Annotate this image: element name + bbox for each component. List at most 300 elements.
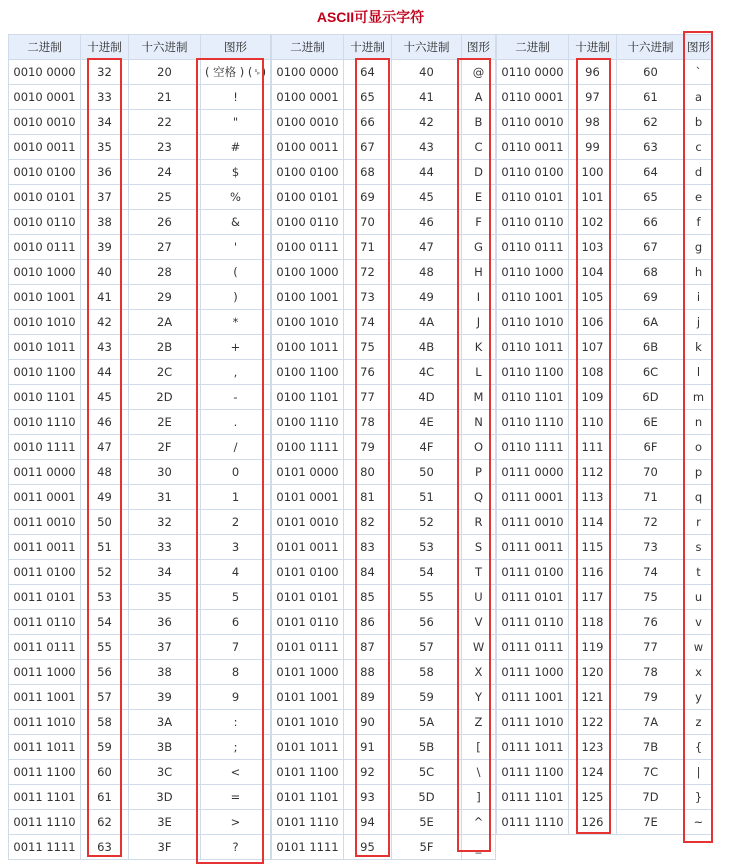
- decimal-cell: 32: [81, 60, 129, 85]
- binary-cell: 0110 1110: [497, 410, 569, 435]
- table-row: [9, 685, 271, 710]
- glyph-cell: {: [685, 735, 713, 760]
- decimal-cell: 94: [344, 810, 392, 835]
- hex-cell: 20: [129, 60, 201, 85]
- binary-cell: 0111 1101: [497, 785, 569, 810]
- table-row: [9, 435, 271, 460]
- decimal-cell: 122: [569, 710, 617, 735]
- table-row: [9, 335, 271, 360]
- decimal-cell: 96: [569, 60, 617, 85]
- glyph-cell: `: [685, 60, 713, 85]
- hex-cell: 75: [617, 585, 685, 610]
- hex-cell: 64: [617, 160, 685, 185]
- glyph-cell: V: [462, 610, 496, 635]
- decimal-cell: 54: [81, 610, 129, 635]
- table-row: [272, 735, 496, 760]
- decimal-cell: 34: [81, 110, 129, 135]
- glyph-cell: ^: [462, 810, 496, 835]
- decimal-cell: 83: [344, 535, 392, 560]
- hex-cell: 25: [129, 185, 201, 210]
- decimal-cell: 65: [344, 85, 392, 110]
- hex-cell: 2B: [129, 335, 201, 360]
- decimal-cell: 118: [569, 610, 617, 635]
- header-glyph: 图形: [201, 35, 271, 60]
- table-row: [497, 485, 713, 510]
- hex-cell: 66: [617, 210, 685, 235]
- hex-cell: 68: [617, 260, 685, 285]
- table-row: [497, 235, 713, 260]
- decimal-cell: 55: [81, 635, 129, 660]
- hex-cell: 44: [392, 160, 462, 185]
- glyph-cell: K: [462, 335, 496, 360]
- glyph-cell: p: [685, 460, 713, 485]
- hex-cell: 71: [617, 485, 685, 510]
- decimal-cell: 70: [344, 210, 392, 235]
- binary-cell: 0111 0010: [497, 510, 569, 535]
- glyph-cell: :: [201, 710, 271, 735]
- binary-cell: 0101 0000: [272, 460, 344, 485]
- decimal-cell: 73: [344, 285, 392, 310]
- table-row: [497, 610, 713, 635]
- glyph-cell: *: [201, 310, 271, 335]
- glyph-cell: o: [685, 435, 713, 460]
- table-row: [497, 685, 713, 710]
- table-row: [272, 535, 496, 560]
- decimal-cell: 123: [569, 735, 617, 760]
- binary-cell: 0101 1000: [272, 660, 344, 685]
- decimal-cell: 77: [344, 385, 392, 410]
- decimal-cell: 61: [81, 785, 129, 810]
- decimal-cell: 49: [81, 485, 129, 510]
- hex-cell: 69: [617, 285, 685, 310]
- table-row: [9, 785, 271, 810]
- hex-cell: 79: [617, 685, 685, 710]
- table-row: [497, 435, 713, 460]
- binary-cell: 0111 0011: [497, 535, 569, 560]
- glyph-cell: n: [685, 410, 713, 435]
- decimal-cell: 99: [569, 135, 617, 160]
- binary-cell: 0110 1000: [497, 260, 569, 285]
- binary-cell: 0101 0101: [272, 585, 344, 610]
- decimal-cell: 69: [344, 185, 392, 210]
- header-hex: 十六进制: [617, 35, 685, 60]
- hex-cell: 4F: [392, 435, 462, 460]
- table-row: [9, 735, 271, 760]
- hex-cell: 3A: [129, 710, 201, 735]
- glyph-cell: Z: [462, 710, 496, 735]
- glyph-cell: R: [462, 510, 496, 535]
- glyph-cell: |: [685, 760, 713, 785]
- hex-cell: 27: [129, 235, 201, 260]
- hex-cell: 42: [392, 110, 462, 135]
- hex-cell: 39: [129, 685, 201, 710]
- decimal-cell: 51: [81, 535, 129, 560]
- glyph-cell: Q: [462, 485, 496, 510]
- glyph-cell: ": [201, 110, 271, 135]
- binary-cell: 0111 0101: [497, 585, 569, 610]
- hex-cell: 58: [392, 660, 462, 685]
- table-row: [272, 760, 496, 785]
- header-hex: 十六进制: [129, 35, 201, 60]
- decimal-cell: 38: [81, 210, 129, 235]
- binary-cell: 0111 1010: [497, 710, 569, 735]
- binary-cell: 0011 1010: [9, 710, 81, 735]
- hex-cell: 5B: [392, 735, 462, 760]
- glyph-cell: c: [685, 135, 713, 160]
- binary-cell: 0010 0010: [9, 110, 81, 135]
- table-header-row: [272, 35, 496, 60]
- table-row: [272, 335, 496, 360]
- decimal-cell: 91: [344, 735, 392, 760]
- hex-cell: 2F: [129, 435, 201, 460]
- hex-cell: 74: [617, 560, 685, 585]
- decimal-cell: 88: [344, 660, 392, 685]
- binary-cell: 0100 1001: [272, 285, 344, 310]
- hex-cell: 3B: [129, 735, 201, 760]
- table-row: [497, 360, 713, 385]
- hex-cell: 29: [129, 285, 201, 310]
- hex-cell: 31: [129, 485, 201, 510]
- glyph-cell: z: [685, 710, 713, 735]
- decimal-cell: 52: [81, 560, 129, 585]
- table-row: [272, 110, 496, 135]
- glyph-cell: ]: [462, 785, 496, 810]
- decimal-cell: 104: [569, 260, 617, 285]
- glyph-cell: A: [462, 85, 496, 110]
- table-row: [9, 810, 271, 835]
- binary-cell: 0011 0010: [9, 510, 81, 535]
- binary-cell: 0101 1001: [272, 685, 344, 710]
- binary-cell: 0100 1011: [272, 335, 344, 360]
- glyph-cell: k: [685, 335, 713, 360]
- hex-cell: 2C: [129, 360, 201, 385]
- table-row: [497, 110, 713, 135]
- binary-cell: 0010 0000: [9, 60, 81, 85]
- binary-cell: 0110 0111: [497, 235, 569, 260]
- hex-cell: 7B: [617, 735, 685, 760]
- hex-cell: 2A: [129, 310, 201, 335]
- decimal-cell: 119: [569, 635, 617, 660]
- glyph-cell: L: [462, 360, 496, 385]
- glyph-cell: g: [685, 235, 713, 260]
- glyph-cell: X: [462, 660, 496, 685]
- glyph-cell: H: [462, 260, 496, 285]
- hex-cell: 43: [392, 135, 462, 160]
- table-row: [272, 710, 496, 735]
- binary-cell: 0110 0001: [497, 85, 569, 110]
- hex-cell: 41: [392, 85, 462, 110]
- hex-cell: 72: [617, 510, 685, 535]
- hex-cell: 78: [617, 660, 685, 685]
- decimal-cell: 50: [81, 510, 129, 535]
- table-row: [272, 135, 496, 160]
- glyph-cell: w: [685, 635, 713, 660]
- table-row: [272, 610, 496, 635]
- binary-cell: 0100 1110: [272, 410, 344, 435]
- decimal-cell: 113: [569, 485, 617, 510]
- table-row: [9, 135, 271, 160]
- binary-cell: 0100 1100: [272, 360, 344, 385]
- hex-cell: 60: [617, 60, 685, 85]
- header-binary: 二进制: [497, 35, 569, 60]
- hex-cell: 34: [129, 560, 201, 585]
- glyph-cell: f: [685, 210, 713, 235]
- table-row: [9, 610, 271, 635]
- table-row: [9, 485, 271, 510]
- glyph-cell: q: [685, 485, 713, 510]
- glyph-cell: e: [685, 185, 713, 210]
- hex-cell: 54: [392, 560, 462, 585]
- glyph-cell: s: [685, 535, 713, 560]
- binary-cell: 0110 1010: [497, 310, 569, 335]
- decimal-cell: 58: [81, 710, 129, 735]
- decimal-cell: 117: [569, 585, 617, 610]
- glyph-cell: b: [685, 110, 713, 135]
- decimal-cell: 64: [344, 60, 392, 85]
- table-header-row: [9, 35, 271, 60]
- glyph-cell: 0: [201, 460, 271, 485]
- decimal-cell: 97: [569, 85, 617, 110]
- table-row: [272, 435, 496, 460]
- table-row: [272, 385, 496, 410]
- binary-cell: 0010 0011: [9, 135, 81, 160]
- header-binary: 二进制: [272, 35, 344, 60]
- decimal-cell: 48: [81, 460, 129, 485]
- decimal-cell: 45: [81, 385, 129, 410]
- glyph-cell: }: [685, 785, 713, 810]
- table-row: [272, 810, 496, 835]
- hex-cell: 53: [392, 535, 462, 560]
- binary-cell: 0110 0100: [497, 160, 569, 185]
- decimal-cell: 53: [81, 585, 129, 610]
- binary-cell: 0101 0001: [272, 485, 344, 510]
- glyph-cell: m: [685, 385, 713, 410]
- binary-cell: 0111 1000: [497, 660, 569, 685]
- decimal-cell: 37: [81, 185, 129, 210]
- decimal-cell: 44: [81, 360, 129, 385]
- glyph-cell: D: [462, 160, 496, 185]
- binary-cell: 0010 0101: [9, 185, 81, 210]
- decimal-cell: 112: [569, 460, 617, 485]
- binary-cell: 0010 1100: [9, 360, 81, 385]
- table-row: [272, 635, 496, 660]
- glyph-cell: ( 空格 ) (␠): [201, 60, 271, 85]
- table-row: [9, 460, 271, 485]
- hex-cell: 70: [617, 460, 685, 485]
- table-row: [272, 560, 496, 585]
- decimal-cell: 78: [344, 410, 392, 435]
- decimal-cell: 93: [344, 785, 392, 810]
- binary-cell: 0100 0000: [272, 60, 344, 85]
- hex-cell: 22: [129, 110, 201, 135]
- table-row: [497, 385, 713, 410]
- table-row: [272, 285, 496, 310]
- glyph-cell: d: [685, 160, 713, 185]
- binary-cell: 0110 1101: [497, 385, 569, 410]
- table-row: [9, 760, 271, 785]
- table-row: [9, 310, 271, 335]
- glyph-cell: i: [685, 285, 713, 310]
- hex-cell: 4B: [392, 335, 462, 360]
- binary-cell: 0101 1100: [272, 760, 344, 785]
- binary-cell: 0011 1011: [9, 735, 81, 760]
- hex-cell: 57: [392, 635, 462, 660]
- decimal-cell: 84: [344, 560, 392, 585]
- binary-cell: 0111 0110: [497, 610, 569, 635]
- table-row: [9, 560, 271, 585]
- glyph-cell: G: [462, 235, 496, 260]
- glyph-cell: M: [462, 385, 496, 410]
- table-row: [272, 85, 496, 110]
- hex-cell: 4C: [392, 360, 462, 385]
- hex-cell: 76: [617, 610, 685, 635]
- table-row: [9, 285, 271, 310]
- decimal-cell: 115: [569, 535, 617, 560]
- hex-cell: 6F: [617, 435, 685, 460]
- binary-cell: 0110 0101: [497, 185, 569, 210]
- header-hex: 十六进制: [392, 35, 462, 60]
- hex-cell: 50: [392, 460, 462, 485]
- binary-cell: 0011 1001: [9, 685, 81, 710]
- binary-cell: 0101 0110: [272, 610, 344, 635]
- table-row: [9, 385, 271, 410]
- glyph-cell: !: [201, 85, 271, 110]
- binary-cell: 0101 1111: [272, 835, 344, 860]
- decimal-cell: 89: [344, 685, 392, 710]
- binary-cell: 0010 1001: [9, 285, 81, 310]
- hex-cell: 52: [392, 510, 462, 535]
- binary-cell: 0110 0110: [497, 210, 569, 235]
- decimal-cell: 95: [344, 835, 392, 860]
- hex-cell: 36: [129, 610, 201, 635]
- decimal-cell: 125: [569, 785, 617, 810]
- glyph-cell: .: [201, 410, 271, 435]
- glyph-cell: a: [685, 85, 713, 110]
- decimal-cell: 92: [344, 760, 392, 785]
- glyph-cell: 3: [201, 535, 271, 560]
- decimal-cell: 76: [344, 360, 392, 385]
- decimal-cell: 59: [81, 735, 129, 760]
- hex-cell: 46: [392, 210, 462, 235]
- glyph-cell: 2: [201, 510, 271, 535]
- decimal-cell: 109: [569, 385, 617, 410]
- hex-cell: 6A: [617, 310, 685, 335]
- decimal-cell: 33: [81, 85, 129, 110]
- table-row: [9, 835, 271, 860]
- hex-cell: 5E: [392, 810, 462, 835]
- table-row: [9, 60, 271, 85]
- binary-cell: 0010 1010: [9, 310, 81, 335]
- glyph-cell: ,: [201, 360, 271, 385]
- glyph-cell: 1: [201, 485, 271, 510]
- table-row: [9, 410, 271, 435]
- table-row: [9, 510, 271, 535]
- table-row: [9, 660, 271, 685]
- table-row: [272, 160, 496, 185]
- decimal-cell: 56: [81, 660, 129, 685]
- binary-cell: 0101 0111: [272, 635, 344, 660]
- binary-cell: 0010 1000: [9, 260, 81, 285]
- table-row: [497, 735, 713, 760]
- hex-cell: 55: [392, 585, 462, 610]
- binary-cell: 0010 0111: [9, 235, 81, 260]
- binary-cell: 0101 0100: [272, 560, 344, 585]
- glyph-cell: _: [462, 835, 496, 860]
- glyph-cell: /: [201, 435, 271, 460]
- table-row: [272, 685, 496, 710]
- glyph-cell: P: [462, 460, 496, 485]
- glyph-cell: v: [685, 610, 713, 635]
- decimal-cell: 39: [81, 235, 129, 260]
- hex-cell: 65: [617, 185, 685, 210]
- table-row: [497, 810, 713, 835]
- binary-cell: 0010 1111: [9, 435, 81, 460]
- table-row: [497, 60, 713, 85]
- glyph-cell: >: [201, 810, 271, 835]
- glyph-cell: %: [201, 185, 271, 210]
- decimal-cell: 68: [344, 160, 392, 185]
- decimal-cell: 102: [569, 210, 617, 235]
- hex-cell: 30: [129, 460, 201, 485]
- header-decimal: 十进制: [569, 35, 617, 60]
- decimal-cell: 46: [81, 410, 129, 435]
- hex-cell: 24: [129, 160, 201, 185]
- decimal-cell: 121: [569, 685, 617, 710]
- decimal-cell: 111: [569, 435, 617, 460]
- glyph-cell: r: [685, 510, 713, 535]
- table-row: [497, 260, 713, 285]
- page-title: ASCII可显示字符: [316, 9, 425, 25]
- binary-cell: 0011 1101: [9, 785, 81, 810]
- binary-cell: 0011 0110: [9, 610, 81, 635]
- glyph-cell: 5: [201, 585, 271, 610]
- glyph-cell: 6: [201, 610, 271, 635]
- table-row: [9, 360, 271, 385]
- binary-cell: 0100 0101: [272, 185, 344, 210]
- decimal-cell: 107: [569, 335, 617, 360]
- decimal-cell: 108: [569, 360, 617, 385]
- decimal-cell: 62: [81, 810, 129, 835]
- header-glyph: 图形: [685, 35, 713, 60]
- glyph-cell: N: [462, 410, 496, 435]
- binary-cell: 0010 1110: [9, 410, 81, 435]
- table-row: [497, 785, 713, 810]
- decimal-cell: 103: [569, 235, 617, 260]
- glyph-cell: &: [201, 210, 271, 235]
- table-row: [497, 560, 713, 585]
- binary-cell: 0011 0001: [9, 485, 81, 510]
- table-row: [9, 110, 271, 135]
- hex-cell: 3E: [129, 810, 201, 835]
- binary-cell: 0101 1110: [272, 810, 344, 835]
- glyph-cell: -: [201, 385, 271, 410]
- hex-cell: 3C: [129, 760, 201, 785]
- glyph-cell: ?: [201, 835, 271, 860]
- glyph-cell: 9: [201, 685, 271, 710]
- table-row: [9, 635, 271, 660]
- glyph-cell: ': [201, 235, 271, 260]
- decimal-cell: 87: [344, 635, 392, 660]
- glyph-cell: T: [462, 560, 496, 585]
- hex-cell: 77: [617, 635, 685, 660]
- table-row: [497, 210, 713, 235]
- glyph-cell: S: [462, 535, 496, 560]
- binary-cell: 0100 0001: [272, 85, 344, 110]
- hex-cell: 28: [129, 260, 201, 285]
- hex-cell: 56: [392, 610, 462, 635]
- table-row: [497, 710, 713, 735]
- table-row: [9, 160, 271, 185]
